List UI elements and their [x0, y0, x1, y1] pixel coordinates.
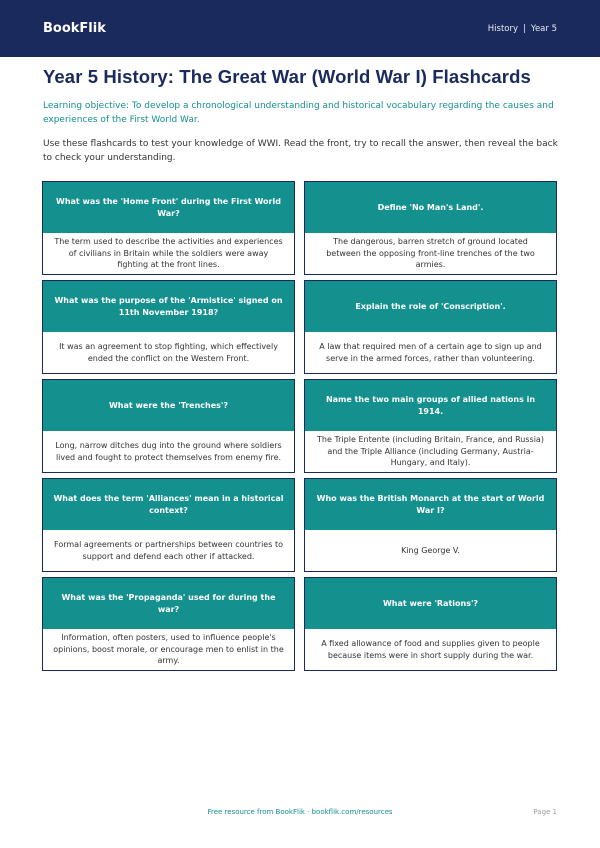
flashcard-back: Formal agreements or partnerships between countries to support and defend each other if attacked. — [54, 540, 283, 561]
flashcard-back: Information, often posters, used to influence people's opinions, boost morale, or encourage men to enlist in the army. — [53, 633, 284, 666]
flashcard[interactable] — [304, 280, 557, 374]
brand-logo[interactable]: BookFlik — [43, 21, 106, 36]
flashcard-front: What was the purpose of the 'Armistice' signed on 11th November 1918? — [43, 281, 294, 332]
flashcard[interactable] — [304, 181, 557, 275]
page-title: Year 5 History: The Great War (World War I) Flashcards — [43, 66, 531, 87]
breadcrumb-year[interactable]: Year 5 — [530, 23, 557, 34]
flashcard-back: The term used to describe the activities and experiences of civilians in Britain while the soldiers were away fighting at the front lines. — [54, 237, 283, 270]
flashcard[interactable] — [304, 577, 557, 671]
page-number: Page 1 — [533, 808, 557, 816]
footer-link[interactable]: Free resource from BookFlik · bookflik.com/resources — [207, 808, 393, 816]
flashcard-front: Explain the role of 'Conscription'. — [305, 281, 556, 332]
flashcard-back: The Triple Entente (including Britain, France, and Russia) and the Triple Alliance (including Germany, Austria-Hungary, and Italy). — [317, 435, 544, 468]
flashcard-back: The dangerous, barren stretch of ground located between the opposing front-line trenches of the two armies. — [326, 237, 535, 270]
breadcrumb — [488, 24, 557, 34]
intro-text: Use these flashcards to test your knowledge of WWI. Read the front, try to recall the answer, then reveal the back to check your understanding. — [43, 139, 558, 163]
flashcard-front: What does the term 'Alliances' mean in a historical context? — [43, 479, 294, 530]
flashcard-back: Long, narrow ditches dug into the ground where soldiers lived and fought to protect themselves from enemy fire. — [55, 441, 282, 462]
flashcard[interactable] — [42, 478, 295, 572]
flashcard[interactable] — [42, 379, 295, 473]
flashcard[interactable] — [304, 379, 557, 473]
flashcard-front: What was the 'Propaganda' used for during the war? — [43, 578, 294, 629]
top-bar — [0, 0, 600, 57]
flashcard[interactable] — [42, 181, 295, 275]
flashcard-back: A law that required men of a certain age to sign up and serve in the armed forces, rather than volunteering. — [319, 342, 542, 363]
flashcard-front: Define 'No Man's Land'. — [305, 182, 556, 233]
flashcard-front: What was the 'Home Front' during the First World War? — [43, 182, 294, 233]
flashcard-back: It was an agreement to stop fighting, which effectively ended the conflict on the Western Front. — [59, 342, 278, 363]
flashcard-back: A fixed allowance of food and supplies given to people because items were in short supply during the war. — [321, 639, 540, 660]
flashcard[interactable] — [304, 478, 557, 572]
flashcard-front: What were the 'Trenches'? — [43, 380, 294, 431]
flashcard-front: What were 'Rations'? — [305, 578, 556, 629]
breadcrumb-separator: | — [523, 23, 526, 34]
flashcard[interactable] — [42, 280, 295, 374]
flashcard-front: Who was the British Monarch at the start of World War I? — [305, 479, 556, 530]
flashcard-back: King George V. — [401, 545, 460, 555]
breadcrumb-subject[interactable]: History — [487, 23, 519, 34]
learning-objective: Learning objective: To develop a chronological understanding and historical vocabulary regarding the causes and experiences of the First World War. — [43, 101, 554, 125]
flashcard-front: Name the two main groups of allied nations in 1914. — [305, 380, 556, 431]
flashcard[interactable] — [42, 577, 295, 671]
